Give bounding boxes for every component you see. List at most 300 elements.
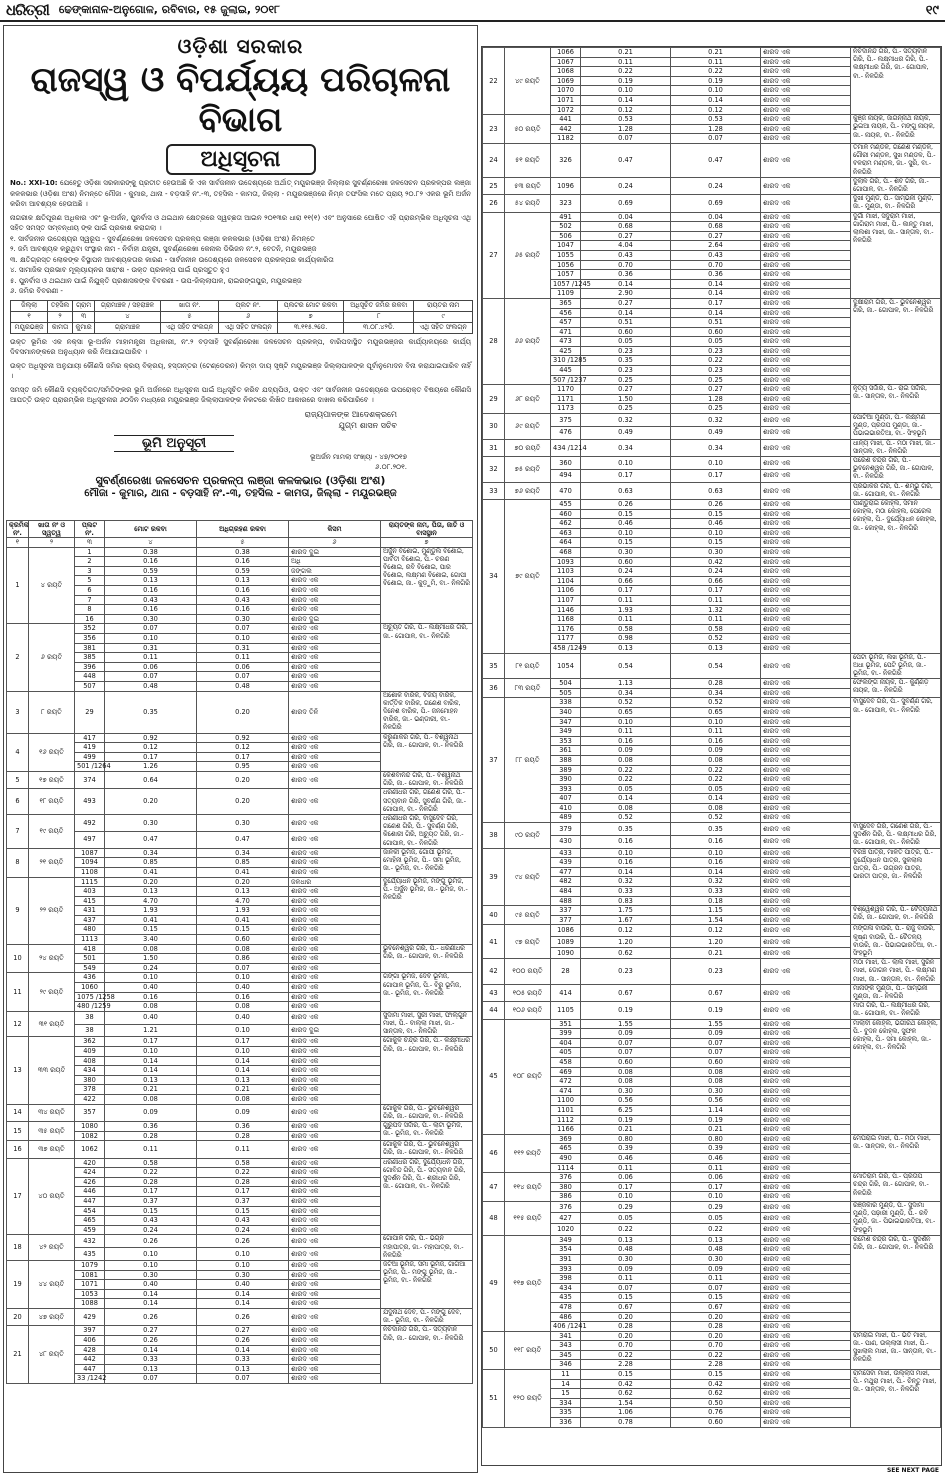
land-kissam: ଶାରଦ ଏକ xyxy=(289,831,381,848)
land-kissam: ଶାରଦ ଏକ xyxy=(761,439,851,456)
total-area: 0.09 xyxy=(581,1264,671,1274)
acquired-area: 0.85 xyxy=(197,858,289,868)
total-area: 0.40 xyxy=(105,983,197,993)
owner-details: ଯଦୁନାଥ ଦେବ, ପି.- ମଙ୍ଗୁ ଦେବ, ଜା.- ଭୂମିଜ, ବା.- ନିଳଗିରି xyxy=(381,1308,473,1325)
land-kissam: ଶାରଦ ଏକ xyxy=(761,260,851,270)
khata-number: ୬ ରୟତି xyxy=(29,624,75,691)
table-row xyxy=(483,439,941,456)
acquired-area: 0.11 xyxy=(671,615,761,625)
plot-number: 323 xyxy=(551,195,581,212)
land-kissam: ଶାରଦ ଏକ xyxy=(761,1096,851,1106)
plot-number: 474 xyxy=(551,1086,581,1096)
acquired-area: 0.30 xyxy=(671,548,761,558)
acquired-area: 0.11 xyxy=(197,1141,289,1158)
plot-number: 6 xyxy=(75,585,105,595)
plot-number: 447 xyxy=(75,1196,105,1206)
plot-number: 464 xyxy=(551,538,581,548)
total-area: 1.06 xyxy=(581,1408,671,1418)
plot-number: 1146 xyxy=(551,605,581,615)
plot-number: 477 xyxy=(551,867,581,877)
acquired-area: 0.13 xyxy=(197,576,289,586)
acquired-area: 0.10 xyxy=(671,848,761,858)
land-kissam: ଶାରଦ ଏକ xyxy=(761,615,851,625)
serial-number: 4 xyxy=(7,733,29,771)
acquired-area: 1.20 xyxy=(671,936,761,947)
serial-number: 17 xyxy=(7,1158,29,1235)
total-area: 0.48 xyxy=(105,681,197,691)
land-kissam: ଶାରଦ ଏକ xyxy=(289,887,381,897)
plot-number: 380 xyxy=(551,1182,581,1192)
total-area: 0.07 xyxy=(105,624,197,634)
plot-number: 326 xyxy=(551,143,581,177)
acquired-area: 0.34 xyxy=(671,439,761,456)
land-kissam: ଶାରଦ ଏକ xyxy=(761,1125,851,1135)
plot-number: 338 xyxy=(551,698,581,708)
land-kissam: ଶାରଦ ଏକ xyxy=(761,567,851,577)
plot-number: 484 xyxy=(551,887,581,897)
total-area: 0.34 xyxy=(581,688,671,698)
land-kissam: ଶାରଦ ଏକ xyxy=(289,743,381,753)
acquired-area: 0.47 xyxy=(197,831,289,848)
total-area: 0.30 xyxy=(581,548,671,558)
acquired-area: 2.28 xyxy=(671,1360,761,1370)
plot-number: 414 xyxy=(551,984,581,1001)
total-area: 0.54 xyxy=(581,653,671,679)
land-kissam: ଶାରଦ ଏକ xyxy=(761,318,851,328)
total-area: 0.30 xyxy=(105,614,197,624)
plot-number: 428 xyxy=(75,1345,105,1355)
acquired-area: 0.52 xyxy=(671,698,761,708)
plot-number: 1082 xyxy=(75,1131,105,1141)
acquired-area: 0.46 xyxy=(671,519,761,529)
land-kissam: ଜଳଧାର xyxy=(289,877,381,887)
khata-number: ୩୭ ରୟତି xyxy=(29,1141,75,1158)
land-kissam: ଶାରଦ ଏକ xyxy=(761,1224,851,1235)
total-area: 4.04 xyxy=(581,241,671,251)
total-area: 0.17 xyxy=(105,752,197,762)
serial-number: 45 xyxy=(483,1019,505,1134)
table-row xyxy=(483,177,941,194)
summary-value: କୁମାର xyxy=(72,322,94,333)
total-area: 0.05 xyxy=(581,1213,671,1224)
table-row xyxy=(483,143,941,177)
plot-number: 422 xyxy=(75,1094,105,1104)
land-kissam: ଶାରଦ ଏକ xyxy=(289,973,381,983)
acquired-area: 0.36 xyxy=(197,1121,289,1131)
khata-number: ୪ ରୟତି xyxy=(29,547,75,624)
owner-details: ପୋଟିଆ ମୁଣ୍ଡା, ପି.- ଲକ୍ଷ୍ମଣ ମୁଣ୍ଡ, ପ୍ରତାପ ମୁଣ୍ଡା, ଜା.- ପିଭାଇଭାରତିଆ, ବା.- ସିଂହଭୂମି xyxy=(851,414,941,440)
land-kissam: ଶାରଦ ଏକ xyxy=(289,1177,381,1187)
acquired-area: 0.14 xyxy=(197,1345,289,1355)
schedule-title: ଭୂମି ଅନୁସୂଚୀ xyxy=(114,435,234,452)
total-area: 1.93 xyxy=(581,605,671,615)
land-kissam: ଶାରଦ ଏକ xyxy=(761,936,851,947)
plot-number: 1108 xyxy=(75,867,105,877)
table-row xyxy=(483,1201,941,1212)
total-area: 0.09 xyxy=(105,1104,197,1121)
land-kissam: ଶାରଦ ଏକ xyxy=(761,1283,851,1293)
acquired-area: 0.29 xyxy=(671,1201,761,1212)
total-area: 0.64 xyxy=(105,771,197,788)
land-kissam: ଶାରଦ ଏକ xyxy=(761,887,851,897)
plot-number: 349 xyxy=(551,727,581,737)
total-area: 0.06 xyxy=(581,1173,671,1183)
plot-number: 430 xyxy=(551,835,581,848)
land-kissam: ଶାରଦ ଏକ xyxy=(761,803,851,813)
serial-number: 2 xyxy=(7,624,29,691)
acquired-area: 0.14 xyxy=(671,867,761,877)
land-schedule-table-left xyxy=(6,520,473,1384)
plot-number: 491 xyxy=(551,212,581,222)
plot-number: 1066 xyxy=(551,48,581,58)
land-kissam: ଅଧି xyxy=(289,557,381,567)
plot-number: 460 xyxy=(551,509,581,519)
summary-header: ଜିଲ୍ଲା xyxy=(11,300,48,311)
total-area: 0.43 xyxy=(581,250,671,260)
acquired-area: 0.32 xyxy=(671,414,761,427)
plot-number: 1057 /1245 xyxy=(551,279,581,289)
acquired-area: 0.14 xyxy=(671,794,761,804)
acquired-area: 0.17 xyxy=(197,1187,289,1197)
department-title: ରାଜସ୍ୱ ଓ ବିପର୍ଯ୍ୟୟ ପରିଚାଳନା ବିଭାଗ xyxy=(30,60,451,140)
acquired-area: 0.43 xyxy=(671,250,761,260)
serial-number: 44 xyxy=(483,1002,505,1019)
total-area: 0.10 xyxy=(105,1248,197,1261)
serial-number: 35 xyxy=(483,653,505,679)
khata-number: ୩୧ ରୟତି xyxy=(29,1011,75,1037)
land-kissam: ଶାରଦ ଏକ xyxy=(761,835,851,848)
acquired-area: 0.60 xyxy=(671,1418,761,1428)
plot-number: 408 xyxy=(75,1056,105,1066)
serial-number: 49 xyxy=(483,1235,505,1331)
khata-number: ୧୦୬ ରୟତି xyxy=(505,1002,551,1019)
acquired-area: 0.26 xyxy=(197,1235,289,1248)
acquired-area: 0.36 xyxy=(671,270,761,280)
acquired-area: 0.14 xyxy=(671,289,761,299)
header-plot: ପ୍ଲଟ ନଂ. xyxy=(75,521,105,538)
land-kissam: ଶାରଦ ଏକ xyxy=(761,775,851,785)
plot-number: 386 xyxy=(551,1192,581,1202)
total-area: 0.15 xyxy=(581,509,671,519)
owner-details: ଦୁଖୀ ମୁଣ୍ଡ, ପି.- ସାମ୍ଭନୀ ମୁଣ୍ଡ, ଜା.- ମୁଣ୍ଡା, ବା.- ନିଳଗିରି xyxy=(851,195,941,212)
plot-number: 385 xyxy=(75,653,105,663)
acquired-area: 0.05 xyxy=(671,337,761,347)
plot-number: 11 xyxy=(551,1370,581,1380)
acquired-area: 0.10 xyxy=(671,86,761,96)
table-row xyxy=(7,624,473,634)
serial-number: 7 xyxy=(7,814,29,848)
table-row xyxy=(483,925,941,936)
acquired-area: 0.92 xyxy=(197,733,289,743)
land-kissam: ଶାରଦ ଏକ xyxy=(761,576,851,586)
serial-number: 37 xyxy=(483,698,505,823)
owner-details: ଜାନକୀ ଭୂମିଜ, ଗୋପୀ ଭୂମିଜ, ମୋହିନୀ ଭୂମିଜ, ପି.- ସମା ଭୂମିଜ, ଜା.- ଭୂମିଜ, ବା.- ନିଳଗିରି xyxy=(381,848,473,877)
plot-number: 492 xyxy=(75,814,105,831)
acquired-area: 0.13 xyxy=(671,1235,761,1245)
land-kissam: ଶାରଦ ଏକ xyxy=(289,643,381,653)
plot-number: 1087 xyxy=(75,848,105,858)
acquired-area: 0.67 xyxy=(671,984,761,1001)
total-area: 1.93 xyxy=(105,906,197,916)
serial-number: 1 xyxy=(7,547,29,624)
plot-number: 468 xyxy=(551,548,581,558)
land-kissam: ଶାରଦ ଏକ xyxy=(289,595,381,605)
total-area: 1.50 xyxy=(581,394,671,404)
total-area: 0.11 xyxy=(581,596,671,606)
khata-number: ୮୩ ରୟତି xyxy=(505,679,551,698)
land-kissam: ଶାରଦ ଏକ xyxy=(761,1201,851,1212)
total-area: 0.10 xyxy=(581,457,671,470)
summary-header: ରାୟତର ନାମ xyxy=(414,300,473,311)
total-area: 0.16 xyxy=(105,605,197,615)
owner-details: ଗଙ୍ଗା ଭୂମିଜ, ଦେବ ଭୂମିଜ, ଗୋପାଳ ଭୂମିଜ, ପି.- ବିରୁ ଭୂମିଜ, ଜା.- ଭୂମିଜ, ବା.- ନିଳଗିରି xyxy=(381,973,473,1011)
plot-number: 356 xyxy=(75,633,105,643)
summary-col-number: ୫ xyxy=(160,311,219,322)
land-kissam: ଶାରଦ ଏକ xyxy=(289,992,381,1002)
land-kissam: ଶାରଦ ଏକ xyxy=(761,509,851,519)
land-kissam: ଶାରଦ ଏକ xyxy=(761,1274,851,1284)
land-kissam: ଶାରଦ ଏକ xyxy=(761,1264,851,1274)
acquired-area: 0.11 xyxy=(197,653,289,663)
land-kissam: ଶାରଦ ଏକ xyxy=(761,984,851,1001)
plot-number: 1067 xyxy=(551,57,581,67)
plot-number: 489 xyxy=(551,813,581,823)
government-title: ଓଡ଼ିଶା ସରକାର xyxy=(177,34,304,58)
owner-details: ରମେଶ ଚନ୍ଦ୍ର ଗିରି, ପି.- ସୁଦର୍ଶନ ଗିରି, ଜା.- ଗୋପାଳ, ବା.- ନିଳଗିରି xyxy=(851,1235,941,1331)
total-area: 1.50 xyxy=(105,954,197,964)
land-kissam: ଶାରଦ ଏକ xyxy=(289,1374,381,1384)
total-area: 0.11 xyxy=(105,653,197,663)
header-number: ୩ xyxy=(75,538,105,548)
plot-number: 434 xyxy=(75,1066,105,1076)
total-area: 1.55 xyxy=(581,1019,671,1029)
land-kissam: ଶାରଦ ଏକ xyxy=(761,679,851,689)
total-area: 0.32 xyxy=(581,877,671,887)
owner-details: ନୃତ୍ୟ ସର୍ଦ୍ଦାର, ପି.- ରାଇ ସର୍ଦ୍ଦାର, ଜା.- ସାନ୍ତାଳ, ବା.- ନିଳଗିରି xyxy=(851,385,941,414)
total-area: 0.67 xyxy=(581,984,671,1001)
plot-number: 347 xyxy=(551,717,581,727)
serial-number: 23 xyxy=(483,115,505,144)
acquired-area: 1.28 xyxy=(671,394,761,404)
notification-title: ଅଧିସୂଚନା xyxy=(166,144,316,175)
owner-details: ଅଚ୍ୟୁତ ଗିରି, ପି.- ଲକ୍ଷ୍ମୀଧର ଗିରି, ଜା.- ଗୋପାଳ, ବା.- ନିଳଗିରି xyxy=(381,624,473,691)
total-area: 0.17 xyxy=(581,1182,671,1192)
total-area: 0.22 xyxy=(581,1224,671,1235)
land-kissam: ଶାରଦ ଏକ xyxy=(289,1075,381,1085)
land-kissam: ଶାରଦ ଏକ xyxy=(761,279,851,289)
summary-col-number: ୨ xyxy=(48,311,73,322)
summary-col-number: ୮ xyxy=(344,311,414,322)
acquired-area: 0.40 xyxy=(197,983,289,993)
land-kissam: ଶାରଦ ଏକ xyxy=(289,848,381,858)
header-number: ୬ xyxy=(289,538,381,548)
land-kissam: ଶାରଦ ଏକ xyxy=(761,794,851,804)
acquired-area: 0.56 xyxy=(671,1096,761,1106)
acquired-area: 0.86 xyxy=(197,954,289,964)
land-kissam: ଶାରଦ ଏକ xyxy=(761,1312,851,1322)
acquired-area: 0.16 xyxy=(671,835,761,848)
header-number: ୧ xyxy=(7,538,29,548)
land-kissam: ଶାରଦ ଏକ xyxy=(761,1293,851,1303)
total-area: 0.22 xyxy=(581,775,671,785)
acquired-area: 0.10 xyxy=(197,1248,289,1261)
plot-number: 1070 xyxy=(551,86,581,96)
total-area: 0.30 xyxy=(105,1270,197,1280)
owner-details: ଦୁର୍ଗା ମାଝୀ, ସଦୁରାମ ମାଝୀ, ଗାଗିରାମ ମାଝୀ, ପି.- କାନ୍ତୁ ମାଝୀ, ଲାଲଶା ମାଝୀ, ଜା.- ସାନ୍ତାଳ, ବା.- ନିଳଗିରି xyxy=(851,212,941,298)
owner-details: ଜଟିଆ ଭୂମିଜ, ସମା ଭୂମିଜ, ଗାଗିଆ ଭୂମିଜ, ପି.- ମଙ୍ଗୁ ଭୂମିଜ, ଜା.- ଭୂମିଜ, ବା.- ନିଳଗିରି xyxy=(381,1260,473,1308)
summary-header: ଗ୍ରାମାଞ୍ଚଳ / ସହରାଞ୍ଚଳ xyxy=(95,300,161,311)
notice-paragraph-1 xyxy=(4,175,477,210)
acquired-area: 0.17 xyxy=(671,298,761,308)
land-kissam: ଶାରଦ ଏକ xyxy=(289,1094,381,1104)
land-kissam: ଶାରଦ ଏକ xyxy=(761,57,851,67)
owner-details: ଗୋକୁଳ ଗିରି, ପି.- ଭୁବନେଶ୍ୱର ଗିରି, ଜା.- ଗୋପାଳ, ବା.- ନିଳଗିରି xyxy=(381,1141,473,1158)
khata-number: ୯୦ ରୟତି xyxy=(505,823,551,849)
plot-number: 435 xyxy=(75,1248,105,1261)
acquired-area: 0.30 xyxy=(671,1086,761,1096)
plot-number: 476 xyxy=(551,426,581,439)
acquired-area: 0.15 xyxy=(197,1206,289,1216)
owner-details: କୁଞ୍ଜ ନାୟକ, ଜାଗନ୍ନାଥ ନାୟକ, ଭୁଇଆ ନାୟକ, ପି.- ମଙ୍ଗୁ ନାୟକ, ଜା.- ନାୟକ, ବା.- ନିଳଗିରି xyxy=(851,115,941,144)
plot-number: 486 xyxy=(551,1312,581,1322)
land-kissam: ଶାରଦ ଏକ xyxy=(761,1019,851,1029)
total-area: 0.46 xyxy=(581,1153,671,1163)
newspaper-logo: ଧରିତ୍ରୀ xyxy=(6,1,49,19)
total-area: 0.10 xyxy=(581,1192,671,1202)
acquired-area: 0.52 xyxy=(671,813,761,823)
land-kissam: ଶାରଦ ଏକ xyxy=(761,143,851,177)
acquired-area: 0.13 xyxy=(671,643,761,653)
acquired-area: 0.27 xyxy=(671,231,761,241)
plot-number: 1166 xyxy=(551,1125,581,1135)
total-area: 0.47 xyxy=(581,143,671,177)
total-area: 0.14 xyxy=(581,794,671,804)
acquired-area: 0.16 xyxy=(197,992,289,1002)
owner-details: ଧାନ୍ୟ ମାଝୀ, ପି.- ମଠା ମାଝୀ, ଜା.- ସାନ୍ତାଳ, ବା.- ନିଳଗିରି xyxy=(851,439,941,456)
plot-number: 1094 xyxy=(75,858,105,868)
land-kissam: ଶାରଦ ଏକ xyxy=(289,963,381,973)
table-row xyxy=(7,1104,473,1121)
khata-number: ୪୨ ରୟତି xyxy=(29,1235,75,1261)
acquired-area: 1.28 xyxy=(671,124,761,134)
plot-number: 362 xyxy=(75,1037,105,1047)
table-row xyxy=(483,679,941,689)
plot-number: 346 xyxy=(551,1360,581,1370)
total-area: 1.13 xyxy=(581,679,671,689)
plot-number: 432 xyxy=(75,1235,105,1248)
acquired-area: 0.14 xyxy=(671,279,761,289)
land-kissam: ଶାରଦ ଏକ xyxy=(761,1302,851,1312)
land-kissam: ଶାରଦ ଏକ xyxy=(289,954,381,964)
acquired-area: 0.34 xyxy=(197,848,289,858)
acquired-area: 0.26 xyxy=(197,1308,289,1325)
total-area: 0.11 xyxy=(581,1274,671,1284)
plot-number: 499 xyxy=(75,752,105,762)
khata-number: ୮୧ ରୟତି xyxy=(505,653,551,679)
total-area: 0.49 xyxy=(581,426,671,439)
total-area: 0.29 xyxy=(581,1201,671,1212)
table-row xyxy=(7,1235,473,1248)
serial-number: 48 xyxy=(483,1201,505,1235)
total-area: 0.16 xyxy=(105,585,197,595)
serial-number: 34 xyxy=(483,500,505,654)
land-kissam: ଶାରଦ ଏକ xyxy=(289,1047,381,1057)
owner-details: ମୋତିରାମ ଗିରି, ପି.- ପ୍ରତାପ ଚନ୍ଦ୍ର ଗିରି, ଜା.- ଗୋପାଳ, ବା.- ନିଳଗିରି xyxy=(851,1173,941,1202)
plot-number: 418 xyxy=(75,944,105,954)
land-kissam: ଶାରଦ ଏକ xyxy=(289,633,381,643)
total-area: 1.28 xyxy=(581,124,671,134)
signature-designation: ଯୁଗ୍ମ ଶାସନ ସଚିବ xyxy=(338,420,397,430)
acquired-area: 0.07 xyxy=(671,1048,761,1058)
serial-number: 51 xyxy=(483,1370,505,1428)
acquired-area: 0.10 xyxy=(671,1192,761,1202)
owner-details: ଧରଣୀଧର ଗିରି, ଗଣେଶ ଗିରି, ପି.- ସତ୍ୟବାନ ଗିରି, ସୁବର୍ଣ୍ଣ ଗିରି, ଜା.- ଗୋପାଳ, ବା.- ନିଳଗିରି xyxy=(381,789,473,815)
serial-number: 19 xyxy=(7,1260,29,1308)
serial-number: 38 xyxy=(483,823,505,849)
table-row xyxy=(7,1121,473,1131)
plot-number: 439 xyxy=(551,858,581,868)
land-kissam: ଶାରଦ ଏକ xyxy=(761,1341,851,1351)
plot-number: 340 xyxy=(551,707,581,717)
acquired-area: 0.20 xyxy=(197,691,289,733)
total-area: 0.83 xyxy=(581,896,671,906)
acquired-area: 0.47 xyxy=(671,143,761,177)
total-area: 0.37 xyxy=(105,1196,197,1206)
acquired-area: 0.06 xyxy=(197,662,289,672)
total-area: 0.16 xyxy=(581,736,671,746)
land-kissam: ଶାରଦ ଏକ xyxy=(761,1002,851,1019)
land-kissam: ଶାରଦ ଏକ xyxy=(761,222,851,232)
summary-value: ଏଥି ସହିତ ସଂଲଗ୍ନ xyxy=(414,322,473,333)
total-area: 0.20 xyxy=(105,877,197,887)
plot-number: 1020 xyxy=(551,1224,581,1235)
total-area: 0.33 xyxy=(105,1355,197,1365)
table-row xyxy=(483,212,941,222)
total-area: 0.08 xyxy=(581,803,671,813)
acquired-area: 0.33 xyxy=(197,1355,289,1365)
total-area: 0.16 xyxy=(105,557,197,567)
see-next-page: SEE NEXT PAGE xyxy=(886,1467,939,1474)
table-row xyxy=(7,814,473,831)
land-kissam: ଶାରଦ ଏକ xyxy=(761,1398,851,1408)
total-area: 0.21 xyxy=(105,1085,197,1095)
total-area: 0.19 xyxy=(581,1002,671,1019)
table-row xyxy=(7,1141,473,1158)
header-acquired-area: ଅଧିଗ୍ରହଣ ରକବା xyxy=(197,521,289,538)
plot-number: 436 xyxy=(75,973,105,983)
total-area: 0.05 xyxy=(581,337,671,347)
acquired-area: 0.09 xyxy=(197,1104,289,1121)
acquired-area: 0.70 xyxy=(671,1341,761,1351)
total-area: 0.15 xyxy=(581,538,671,548)
notice-item: ୪. ସାମାଜିକ ପ୍ରଭାବ ମୂଲ୍ୟାୟନର ସାରାଂଶ - ଉକ୍ତ ପ୍ରକଳ୍ପ ପାଇଁ ପ୍ରସ୍ତୁତ ହୁଏ xyxy=(10,266,229,274)
table-row xyxy=(483,457,941,470)
khata-number: ୯୪ ରୟତି xyxy=(505,848,551,906)
header-serial: କ୍ରମିକ ନଂ. xyxy=(7,521,29,538)
land-kissam: ଶାରଦ ଏକ xyxy=(761,212,851,222)
land-kissam: ଶାରଦ ଏକ xyxy=(761,1235,851,1245)
notice-paragraph-2: ନାଗରୀକ କ୍ଷତିପୂରଣ ଅଧିକାର ଏବଂ ଭୂ-ଅର୍ଜନ, ପୁନର୍ବାସ ଓ ଥଇଥାନ କ୍ଷେତ୍ରରେ ସ୍ୱଚ୍ଛତା ଆଇନ ୨୦୧୩ର ଧାରା ୧୧(୧) ଏବଂ ଅନୁସାରେ ଘୋଷିତ ଏହି ପ୍ରାରମ୍ଭିକ ଅଧିସୂଚନା ଏଥି ସହିତ ସମସ୍ତ ସମ୍ବନ୍ଧୀୟ ଙ୍କ ପାଇଁ ପ୍ରକାଶ କରାଗଲା । xyxy=(10,213,471,232)
total-area: 0.60 xyxy=(581,327,671,337)
land-kissam: ଶାରଦ ଏକ xyxy=(761,327,851,337)
total-area: 0.08 xyxy=(105,1094,197,1104)
plot-number: 434 /1214 xyxy=(551,439,581,456)
acquired-area: 0.21 xyxy=(197,1085,289,1095)
table-row xyxy=(7,733,473,743)
acquired-area: 0.66 xyxy=(671,576,761,586)
plot-number: 420 xyxy=(75,1158,105,1168)
plot-number: 1176 xyxy=(551,624,581,634)
